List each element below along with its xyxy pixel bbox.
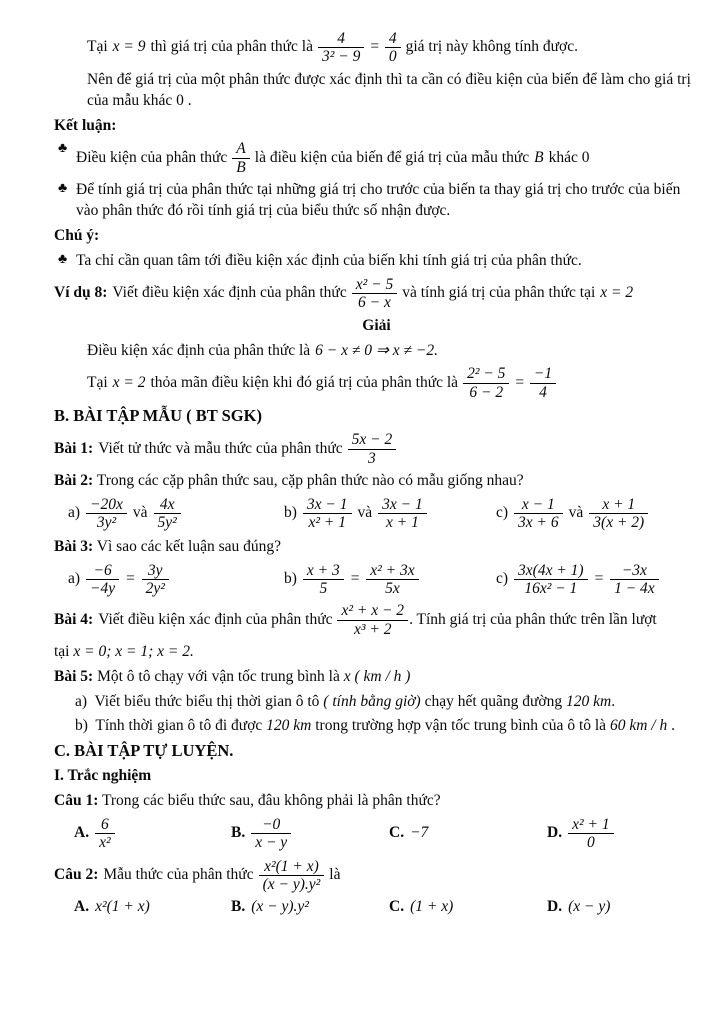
- fraction: [514, 496, 563, 532]
- fraction: [568, 816, 614, 852]
- fraction: [142, 562, 169, 598]
- fraction: [86, 562, 119, 598]
- math-run: (1 + x): [410, 898, 454, 916]
- text-run: tại: [54, 643, 70, 661]
- fraction-denominator: 1 − 4x: [610, 579, 659, 597]
- fraction-numerator: −6: [93, 561, 112, 579]
- fraction: [463, 365, 509, 401]
- bai4-label: Bài 4:: [54, 610, 94, 628]
- section-c-heading: C. BÀI TẬP TỰ LUYỆN.: [54, 740, 234, 760]
- fraction-denominator: 4: [530, 383, 556, 401]
- equals-sign: =: [349, 570, 361, 588]
- fraction: [530, 365, 556, 401]
- text-run: là: [329, 866, 341, 884]
- fraction-numerator: 3y: [147, 561, 163, 579]
- text-run: Viết điều kiện xác định của phân thức: [98, 610, 333, 628]
- text-run: .: [671, 716, 675, 734]
- equals-sign: =: [593, 570, 605, 588]
- fraction-numerator: 2² − 5: [467, 365, 506, 383]
- fraction-denominator: x² + 1: [303, 513, 352, 531]
- fraction-denominator: x²: [95, 833, 115, 851]
- text-run: Mẫu thức của phân thức: [103, 866, 254, 884]
- fraction-denominator: 3(x + 2): [589, 513, 648, 531]
- math-run: x = 9: [112, 38, 146, 56]
- text-run: và: [132, 504, 148, 522]
- bai2-option-c: [496, 496, 699, 532]
- fraction-numerator: 4x: [159, 496, 175, 514]
- fraction-denominator: 3: [348, 449, 397, 467]
- vidu8-solution-1: [54, 341, 699, 362]
- fraction: [366, 562, 418, 598]
- text-run: Tính thời gian ô tô đi được: [95, 716, 263, 734]
- fraction-numerator: −0: [262, 815, 281, 833]
- fraction: [514, 562, 588, 598]
- math-run: x = 2: [600, 284, 634, 302]
- fraction-denominator: −4y: [86, 579, 119, 597]
- math-run: (x − y).y²: [251, 898, 309, 916]
- bai2-option-a: [68, 496, 284, 532]
- fraction-denominator: 0: [385, 47, 401, 65]
- cau1-option-b: [231, 816, 389, 852]
- fraction-numerator: x + 3: [306, 561, 340, 579]
- option-label: a): [68, 570, 81, 588]
- option-label: c): [496, 504, 509, 522]
- option-label: B.: [231, 898, 246, 916]
- fraction-denominator: (x − y).y²: [259, 875, 325, 893]
- fraction: [610, 562, 659, 598]
- cau1-option-c: [389, 823, 547, 844]
- text-run: là điều kiện của biến để giá trị của mẫu thức: [254, 148, 530, 166]
- giai-heading: Giải: [362, 316, 391, 334]
- bai1-label: Bài 1:: [54, 439, 94, 457]
- text-run: Điều kiện xác định của phân thức là: [87, 341, 311, 359]
- cau2-option-b: [231, 897, 389, 918]
- fraction-numerator: x + 1: [602, 496, 636, 514]
- text-run: và: [568, 504, 584, 522]
- option-label: b): [284, 504, 297, 522]
- item-label: a): [75, 693, 88, 710]
- club-bullet-icon: ♣: [58, 181, 68, 197]
- math-run: (x − y): [568, 898, 611, 916]
- fraction: [337, 602, 408, 638]
- chuy-bullet: [54, 251, 699, 272]
- cau2-options-row: [74, 897, 699, 918]
- math-run: 6 − x ≠ 0 ⇒ x ≠ −2.: [315, 341, 438, 359]
- bai5-line: [54, 667, 699, 688]
- fraction-denominator: 6 − 2: [463, 383, 509, 401]
- text-run: trong trường hợp vận tốc trung bình của ô tô là: [315, 716, 607, 734]
- bai5-label: Bài 5:: [54, 668, 94, 686]
- item-label: b): [75, 716, 88, 734]
- bai3-option-c: [496, 562, 699, 598]
- fraction: [303, 496, 352, 532]
- option-label: c): [496, 570, 509, 588]
- bullet-text: Ta chỉ cần quan tâm tới điều kiện xác định của biến khi tính giá trị của phân thức.: [76, 251, 582, 269]
- option-label: D.: [547, 824, 563, 842]
- math-run: x ( km / h ): [343, 668, 411, 686]
- club-bullet-icon: ♣: [58, 251, 68, 267]
- intro-line-1: [54, 30, 699, 66]
- text-run: Trong các cặp phân thức sau, cặp phân thức nào có mẫu giống nhau?: [96, 472, 524, 490]
- fraction-denominator: 3² − 9: [318, 47, 364, 65]
- fraction-denominator: x³ + 2: [337, 620, 408, 638]
- fraction-denominator: x − y: [251, 833, 291, 851]
- text-run: thỏa mãn điều kiện khi đó giá trị của phân thức là: [150, 373, 459, 391]
- fraction: [378, 496, 427, 532]
- text-run: Tại: [87, 38, 108, 56]
- fraction-numerator: 5x − 2: [351, 431, 393, 449]
- cau1-line: [54, 791, 699, 812]
- section-c-subheading: I. Trắc nghiệm: [54, 767, 152, 785]
- fraction-denominator: 16x² − 1: [514, 579, 588, 597]
- bullet-text: Để tính giá trị của phân thức tại những giá trị cho trước của biến ta thay giá trị cho trước của biến vào phân thức đó rồi tính giá trị của biểu thức số nhận được.: [76, 181, 681, 220]
- math-run: x = 0; x = 1; x = 2.: [73, 643, 194, 661]
- text-run: Điều kiện của phân thức: [76, 148, 228, 166]
- ketluan-heading: Kết luận:: [54, 116, 117, 134]
- bai4-line: [54, 602, 699, 638]
- math-run: −7: [410, 824, 429, 842]
- bai2-options-row: [68, 496, 699, 532]
- text-run: giá trị này không tính được.: [405, 38, 579, 56]
- fraction-denominator: 6 − x: [352, 293, 398, 311]
- cau1-option-a: [74, 816, 231, 852]
- bai2-option-b: [284, 496, 496, 532]
- fraction-numerator: 6: [100, 815, 109, 833]
- fraction-denominator: x + 1: [378, 513, 427, 531]
- fraction-numerator: 3x − 1: [382, 496, 423, 514]
- fraction-numerator: −20x: [90, 496, 123, 514]
- bai3-line: [54, 537, 699, 558]
- math-run: x²(1 + x): [95, 898, 150, 916]
- bai5-item-b: [54, 716, 699, 737]
- option-label: A.: [74, 898, 90, 916]
- text-run: Viết điều kiện xác định của phân thức: [112, 284, 347, 302]
- fraction-denominator: 2y²: [142, 579, 169, 597]
- fraction-numerator: x² + 1: [572, 815, 610, 833]
- fraction-denominator: 5: [303, 579, 344, 597]
- vidu8-solution-2: [54, 365, 699, 401]
- cau1-options-row: [74, 816, 699, 852]
- option-label: C.: [389, 824, 405, 842]
- vidu8-line: [54, 276, 699, 312]
- fraction: [303, 562, 344, 598]
- fraction-numerator: 3x − 1: [306, 496, 348, 514]
- option-label: A.: [74, 824, 90, 842]
- option-label: D.: [547, 898, 563, 916]
- fraction-numerator: x² + 3x: [370, 561, 415, 579]
- fraction: [259, 858, 325, 894]
- fraction-numerator: x − 1: [521, 496, 555, 514]
- bai1-line: [54, 431, 699, 467]
- cau2-option-c: [389, 897, 547, 918]
- fraction: [352, 276, 398, 312]
- fraction: [589, 496, 648, 532]
- text-run: và tính giá trị của phân thức tại: [402, 284, 596, 302]
- fraction: [232, 140, 249, 176]
- fraction: [318, 30, 364, 66]
- option-label: a): [68, 504, 81, 522]
- fraction-numerator: −3x: [621, 561, 647, 579]
- fraction: [95, 816, 115, 852]
- equals-sign: =: [514, 373, 525, 391]
- bai3-label: Bài 3:: [54, 537, 94, 555]
- fraction: [385, 30, 401, 66]
- fraction: [251, 816, 291, 852]
- bai2-label: Bài 2:: [54, 472, 94, 490]
- fraction-numerator: A: [236, 140, 246, 158]
- fraction-numerator: x²(1 + x): [264, 857, 319, 875]
- club-bullet-icon: ♣: [58, 141, 68, 157]
- text-run: Trong các biểu thức sau, đâu không phải là phân thức?: [101, 792, 441, 810]
- text-run: Tại: [87, 373, 108, 391]
- fraction-denominator: 3y²: [86, 513, 127, 531]
- equals-sign: =: [125, 570, 136, 588]
- cau2-line: [54, 858, 699, 894]
- text-run: Viết biểu thức biểu thị thời gian ô tô: [94, 693, 320, 710]
- text-run: và: [357, 504, 373, 522]
- fraction: [86, 496, 127, 532]
- ketluan-bullet-1: [54, 140, 699, 176]
- fraction-numerator: 4: [388, 30, 397, 47]
- math-run: 60 km / h: [609, 716, 668, 734]
- math-run: x = 2: [112, 373, 146, 391]
- fraction-denominator: 5y²: [154, 513, 181, 531]
- text-run: Viết tử thức và mẫu thức của phân thức: [98, 439, 343, 457]
- option-label: B.: [231, 824, 246, 842]
- text-run: .: [611, 693, 616, 710]
- math-run: 120 km: [266, 716, 312, 734]
- fraction-numerator: 4: [337, 30, 346, 47]
- fraction-numerator: x² − 5: [355, 275, 394, 293]
- fraction-numerator: 3x(4x + 1): [518, 561, 584, 579]
- fraction-denominator: 3x + 6: [514, 513, 563, 531]
- ketluan-bullet-2: [54, 180, 699, 222]
- bullet-text: [76, 140, 699, 176]
- math-run: 120 km: [566, 693, 612, 710]
- cau2-option-a: [74, 897, 231, 918]
- math-run: B: [534, 148, 544, 166]
- italic-note: ( tính bằng giờ): [323, 693, 421, 710]
- cau2-label: Câu 2:: [54, 866, 99, 884]
- text-run: thì giá trị của phân thức là: [150, 38, 313, 56]
- cau1-label: Câu 1:: [54, 792, 99, 810]
- cau2-option-d: [547, 897, 699, 918]
- section-b-heading: B. BÀI TẬP MẪU ( BT SGK): [54, 406, 262, 426]
- text-run: khác 0: [548, 148, 590, 166]
- fraction-denominator: B: [232, 158, 249, 176]
- bai4-line-2: [54, 642, 699, 663]
- bai3-option-a: [68, 562, 284, 598]
- fraction-numerator: −1: [533, 365, 553, 383]
- text-run: chạy hết quãng đường: [424, 693, 563, 710]
- vidu8-label: Ví dụ 8:: [54, 284, 108, 302]
- cau1-option-d: [547, 816, 699, 852]
- fraction-denominator: 0: [568, 833, 614, 851]
- text-run: . Tính giá trị của phân thức trên lần lượt: [409, 610, 657, 628]
- equals-sign: =: [369, 38, 380, 56]
- fraction: [154, 496, 181, 532]
- intro-paragraph-2: Nên để giá trị của một phân thức được xác định thì ta cần có điều kiện của biến để làm cho giá trị của mẫu khác 0 .: [87, 70, 691, 109]
- option-label: b): [284, 570, 297, 588]
- fraction: [348, 431, 397, 467]
- option-label: C.: [389, 898, 405, 916]
- bai5-item-a: [54, 692, 699, 713]
- text-run: Vì sao các kết luận sau đúng?: [96, 537, 282, 555]
- bai3-options-row: [68, 562, 699, 598]
- bai3-option-b: [284, 562, 496, 598]
- bai2-line: [54, 471, 699, 492]
- fraction-numerator: x² + x − 2: [341, 602, 405, 620]
- fraction-denominator: 5x: [366, 579, 418, 597]
- text-run: Một ô tô chạy với vận tốc trung bình là: [97, 668, 340, 686]
- chuy-heading: Chú ý:: [54, 227, 100, 245]
